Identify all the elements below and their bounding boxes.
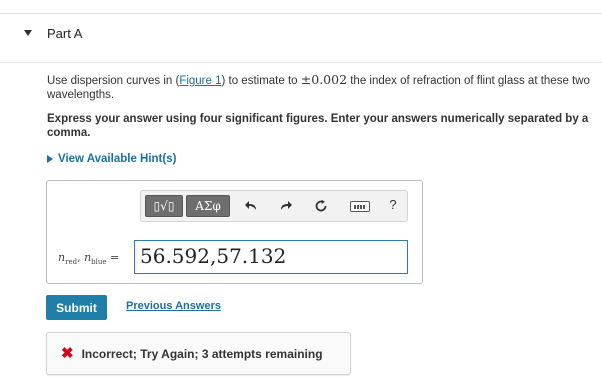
feedback-text: Incorrect; Try Again; 3 attempts remaining	[81, 346, 323, 361]
help-button[interactable]: ?	[389, 197, 397, 212]
reset-icon[interactable]	[312, 197, 330, 215]
answer-instructions: Express your answer using four significant figures. Enter your answers numerically separated by a comma.	[47, 113, 589, 139]
hint-label: View Available Hint(s)	[58, 153, 177, 165]
header-divider	[0, 62, 602, 63]
submit-button[interactable]: Submit	[46, 295, 107, 320]
question-text	[47, 73, 595, 102]
label-equals: =	[106, 251, 120, 264]
greek-symbols-button[interactable]: ΑΣφ	[186, 195, 230, 217]
answer-input[interactable]	[134, 240, 408, 274]
answer-input-value: 56.592,57.132	[140, 244, 287, 268]
error-x-icon: ✖	[61, 345, 74, 362]
caret-right-icon	[47, 155, 53, 163]
view-hints-toggle[interactable]	[47, 153, 176, 165]
templates-button[interactable]: ▯√▯	[145, 195, 183, 217]
math-toolbar	[140, 190, 408, 222]
label-n-red: n	[58, 251, 66, 264]
question-text-after: the index of refraction of flint glass at these two wavelengths.	[47, 75, 590, 101]
part-title: Part A	[47, 26, 83, 41]
question-text-before: Use dispersion curves in (	[47, 75, 180, 87]
label-sub-red: red	[65, 258, 78, 267]
label-sub-blue: blue	[91, 258, 107, 267]
redo-icon[interactable]	[277, 197, 295, 215]
collapse-caret-icon[interactable]	[24, 30, 32, 36]
part-header[interactable]	[0, 14, 602, 62]
undo-icon[interactable]	[242, 197, 260, 215]
feedback-message	[46, 332, 351, 375]
label-separator: ,	[77, 251, 85, 264]
previous-answers-link[interactable]: Previous Answers	[126, 300, 221, 312]
label-n-blue: n	[84, 251, 92, 264]
figure-link[interactable]: Figure 1	[179, 75, 222, 87]
precision-value: ±0.002	[300, 72, 348, 87]
keyboard-icon[interactable]	[350, 201, 370, 212]
answer-variable-label	[58, 251, 119, 266]
answer-box	[46, 180, 423, 284]
question-text-middle: ) to estimate to	[221, 75, 301, 87]
